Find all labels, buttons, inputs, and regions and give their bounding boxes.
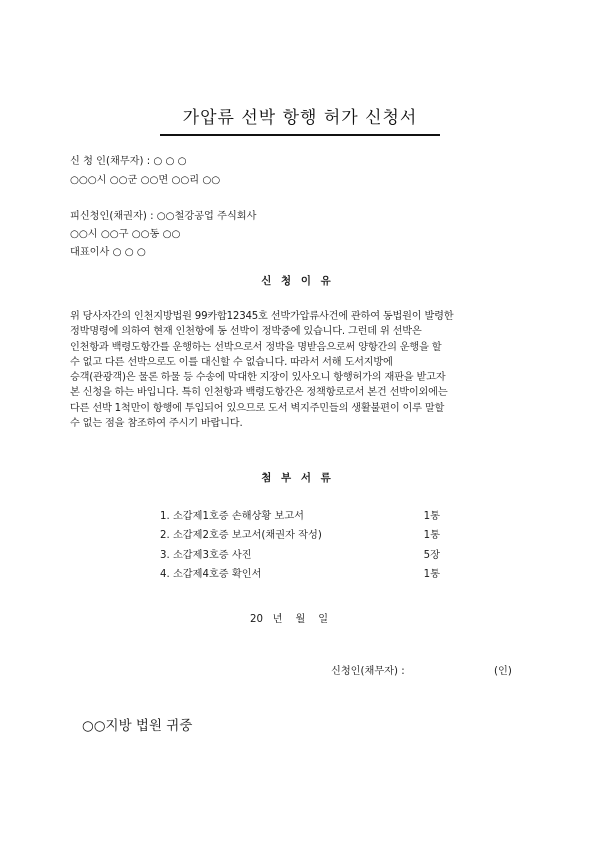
reason-line: 수 없고 다른 선박으로도 이를 대신할 수 없습니다. 따라서 서해 도서지방에 bbox=[70, 356, 393, 368]
attachment-qty: 1통 bbox=[423, 530, 440, 542]
attachments-heading: 첨 부 서 류 bbox=[261, 472, 334, 484]
attachment-qty: 5장 bbox=[423, 549, 440, 561]
attachment-qty: 1통 bbox=[423, 511, 440, 523]
attachment-item bbox=[160, 544, 440, 563]
reason-line: 수 없는 점을 참조하여 주시기 바랍니다. bbox=[70, 418, 243, 430]
attachment-label: 3. 소갑제3호증 사진 bbox=[160, 549, 252, 561]
reason-line: 위 당사자간의 인천지방법원 99카합12345호 선박가압류사건에 관하여 동법원이 발령한 bbox=[70, 311, 454, 322]
applicant-line: 신 청 인(채무자) : ○ ○ ○ bbox=[70, 156, 187, 167]
reason-heading: 신 청 이 유 bbox=[261, 275, 334, 287]
attachment-label: 4. 소갑제4호증 확인서 bbox=[160, 569, 262, 581]
respondent-line: 피신청인(채권자) : ○○철강공업 주식회사 bbox=[70, 211, 257, 222]
respondent-address: ○○시 ○○구 ○○동 ○○ bbox=[70, 229, 181, 240]
reason-line: 승객(관광객)은 물론 하물 등 수송에 막대한 지장이 있사오니 항행허가의 재판을 받고자 bbox=[70, 372, 446, 384]
reason-paragraph bbox=[70, 309, 540, 431]
signature-seal: (인) bbox=[494, 666, 512, 677]
attachment-item bbox=[160, 524, 440, 543]
reason-line: 다른 선박 1척만이 항행에 투입되어 있으므로 도서 벽지주민들의 생활불편이 이루 말할 bbox=[70, 402, 445, 414]
attachments-list bbox=[160, 505, 440, 582]
attachment-label: 2. 소갑제2호증 보고서(채권자 작성) bbox=[160, 530, 322, 542]
respondent-representative: 대표이사 ○ ○ ○ bbox=[70, 247, 146, 258]
reason-line: 본 신청을 하는 바입니다. 특히 인천항과 백령도항간은 정책항로로서 본건 선박이외에는 bbox=[70, 387, 448, 399]
attachment-item bbox=[160, 563, 440, 582]
document-title: 가압류 선박 항행 허가 신청서 bbox=[160, 103, 440, 136]
reason-line: 정박명령에 의하여 현재 인천항에 동 선박이 정박중에 있습니다. 그런데 위 선박은 bbox=[70, 326, 422, 338]
court-addressee: ○○지방 법원 귀중 bbox=[82, 718, 193, 734]
attachment-qty: 1통 bbox=[423, 569, 440, 581]
applicant-address: ○○○시 ○○군 ○○면 ○○리 ○○ bbox=[70, 175, 221, 186]
date-line: 20 년 월 일 bbox=[250, 614, 329, 625]
attachment-item bbox=[160, 505, 440, 524]
attachment-label: 1. 소갑제1호증 손해상황 보고서 bbox=[160, 511, 305, 523]
reason-line: 인천항과 백령도항간를 운행하는 선박으로서 정박을 명받음으로써 양항간의 운행을 할 bbox=[70, 341, 442, 353]
signature-label: 신청인(채무자) : bbox=[331, 666, 405, 677]
